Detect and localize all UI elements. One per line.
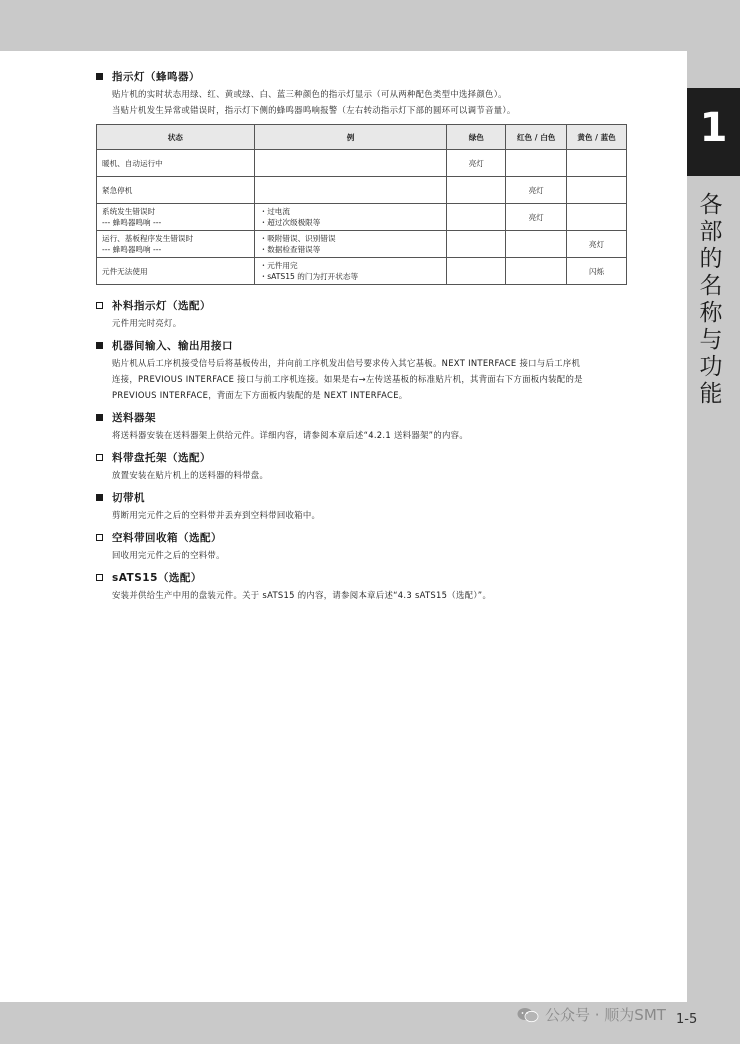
- section-text: 将送料器安装在送料器架上供给元件。详细内容，请参阅本章后述“4.2.1 送料器架”的内容。: [112, 430, 469, 440]
- chapter-number: 1: [699, 105, 728, 151]
- section-heading: 指示灯（蜂鸣器）: [112, 70, 200, 83]
- section-heading: 切带机: [112, 491, 145, 504]
- status-cell: [97, 231, 255, 258]
- yellow-blue-cell: 闪烁: [567, 258, 627, 285]
- section-text: 当贴片机发生异常或错误时，指示灯下侧的蜂鸣器鸣响报警（左右转动指示灯下部的圆环可以调节音量）。: [112, 105, 516, 115]
- column-header: 黄色 / 蓝色: [567, 125, 627, 150]
- yellow-blue-cell: [567, 204, 627, 231]
- status-text: 元件无法使用: [102, 266, 148, 276]
- table-row: [97, 204, 627, 231]
- filled-square-icon: [96, 494, 103, 501]
- hollow-square-icon: [96, 574, 103, 581]
- example-cell: [254, 258, 447, 285]
- section-io-interface: [96, 335, 671, 403]
- example-cell: [254, 177, 447, 204]
- section-text: 安装并供给生产中用的盘装元件。关于 sATS15 的内容，请参阅本章后述“4.3 sATS15（选配）”。: [112, 590, 492, 600]
- example-cell: [254, 150, 447, 177]
- section-text: 连接，PREVIOUS INTERFACE 接口与前工序机连接。如果是右→左传送基板的标准贴片机，其背面右下方面板内装配的是: [112, 374, 583, 384]
- example-text: ・元件用完: [259, 261, 298, 270]
- section-text: 贴片机的实时状态用绿、红、黄或绿、白、蓝三种颜色的指示灯显示（可从两种配色类型中选择颜色）。: [112, 89, 507, 99]
- green-cell: [447, 231, 506, 258]
- example-cell: [254, 231, 447, 258]
- status-text: 紧急停机: [102, 185, 133, 195]
- watermark-text: 公众号 · 顺为SMT: [545, 1006, 666, 1024]
- table-row: [97, 150, 627, 177]
- hollow-square-icon: [96, 454, 103, 461]
- status-cell: [97, 204, 255, 231]
- section-text: 放置安装在贴片机上的送料器的料带盘。: [112, 470, 269, 480]
- table-row: [97, 177, 627, 204]
- page-number: 1-5: [676, 1012, 698, 1027]
- red-white-cell: [506, 258, 567, 285]
- filled-square-icon: [96, 414, 103, 421]
- status-text: 运行、基板程序发生错误时: [102, 234, 194, 243]
- red-white-cell: [506, 150, 567, 177]
- section-heading: 机器间输入、输出用接口: [112, 339, 233, 352]
- section-sats15: [96, 567, 671, 603]
- section-empty-tape-bin: [96, 527, 671, 563]
- status-cell: [97, 150, 255, 177]
- table-row: [97, 258, 627, 285]
- example-text: ・吸附错误、识别错误: [259, 234, 336, 243]
- section-heading: 空料带回收箱（选配）: [112, 531, 222, 544]
- status-cell: [97, 258, 255, 285]
- green-cell: [447, 177, 506, 204]
- section-heading: sATS15（选配）: [112, 571, 202, 584]
- example-text: ・数据检查错误等: [259, 245, 321, 254]
- status-note: --- 蜂鸣器鸣响 ---: [102, 245, 162, 254]
- section-reel-holder: [96, 447, 671, 483]
- section-tape-cutter: [96, 487, 671, 523]
- table-header-row: [97, 125, 627, 150]
- hollow-square-icon: [96, 302, 103, 309]
- section-text: 元件用完时亮灯。: [112, 318, 182, 328]
- section-text: 贴片机从后工序机接受信号后将基板传出，并向前工序机发出信号要求传入其它基板。NEXT INTERFACE 接口与后工序机: [112, 358, 581, 368]
- column-header: 绿色: [447, 125, 506, 150]
- wechat-icon: [517, 1007, 539, 1023]
- section-heading: 补料指示灯（选配）: [112, 299, 211, 312]
- status-text: 暖机、自动运行中: [102, 158, 163, 168]
- chapter-tab: [687, 88, 740, 176]
- red-white-cell: [506, 231, 567, 258]
- section-text: 回收用完元件之后的空料带。: [112, 550, 225, 560]
- table-row: [97, 231, 627, 258]
- section-refill-lamp: [96, 295, 671, 331]
- section-heading: 送料器架: [112, 411, 156, 424]
- yellow-blue-cell: [567, 177, 627, 204]
- section-heading: 料带盘托架（选配）: [112, 451, 211, 464]
- example-text: ・过电流: [259, 207, 290, 216]
- page-content: [96, 66, 671, 607]
- yellow-blue-cell: [567, 150, 627, 177]
- chapter-title: 各部的名称与功能: [699, 192, 723, 407]
- hollow-square-icon: [96, 534, 103, 541]
- yellow-blue-cell: 亮灯: [567, 231, 627, 258]
- column-header: 红色 / 白色: [506, 125, 567, 150]
- section-text: 剪断用完元件之后的空料带并丢弃到空料带回收箱中。: [112, 510, 321, 520]
- status-cell: [97, 177, 255, 204]
- green-cell: 亮灯: [447, 150, 506, 177]
- red-white-cell: 亮灯: [506, 177, 567, 204]
- filled-square-icon: [96, 342, 103, 349]
- column-header: 状态: [97, 125, 255, 150]
- red-white-cell: 亮灯: [506, 204, 567, 231]
- section-indicator-lamp: [96, 66, 671, 285]
- filled-square-icon: [96, 73, 103, 80]
- section-text: PREVIOUS INTERFACE，背面左下方面板内装配的是 NEXT INTERFACE。: [112, 390, 408, 400]
- example-cell: [254, 204, 447, 231]
- section-feeder-rack: [96, 407, 671, 443]
- example-text: ・超过次级极限等: [259, 218, 321, 227]
- column-header: 例: [254, 125, 447, 150]
- example-text: ・sATS15 的门为打开状态等: [259, 272, 359, 281]
- green-cell: [447, 258, 506, 285]
- top-band: [0, 0, 740, 51]
- status-note: --- 蜂鸣器鸣响 ---: [102, 218, 162, 227]
- watermark: [517, 1004, 666, 1025]
- status-text: 系统发生错误时: [102, 207, 156, 216]
- indicator-status-table: [96, 124, 627, 285]
- green-cell: [447, 204, 506, 231]
